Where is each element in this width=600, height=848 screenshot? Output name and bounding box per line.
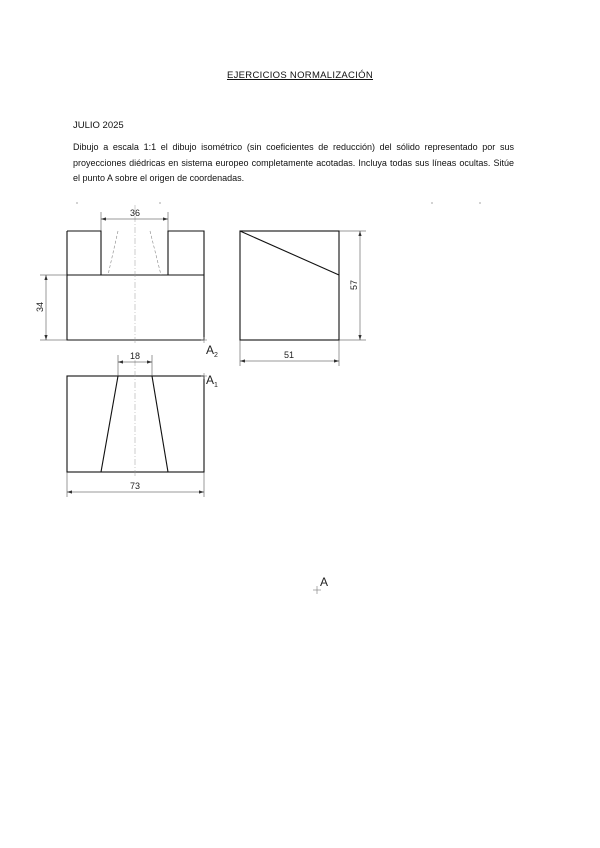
- side-view: [240, 231, 339, 340]
- dimension-side-width: [240, 340, 339, 366]
- origin-point-label: A: [320, 575, 329, 589]
- dimension-label-36: 36: [129, 208, 141, 218]
- point-a1-index: 1: [214, 382, 218, 389]
- point-a2-index: 2: [214, 352, 218, 359]
- scan-marks: [76, 202, 480, 203]
- dimension-front-slot: [101, 208, 168, 231]
- dimension-label-18: 18: [129, 351, 141, 361]
- dimension-label-57: 57: [349, 279, 359, 291]
- dimension-side-height: [339, 231, 366, 340]
- front-view: [67, 205, 204, 345]
- page-title: EJERCICIOS NORMALIZACIÓN: [226, 70, 374, 81]
- point-a1-letter: A: [206, 373, 215, 387]
- dimension-label-51: 51: [283, 350, 295, 360]
- point-a2: [201, 337, 218, 359]
- point-a2-letter: A: [206, 343, 215, 357]
- top-view: [67, 360, 204, 478]
- origin-point-a: [313, 575, 328, 594]
- dimension-label-73: 73: [129, 481, 141, 491]
- dimension-front-height: [35, 275, 67, 340]
- dimension-label-34: 34: [35, 301, 45, 313]
- exercise-date: JULIO 2025: [73, 120, 124, 131]
- exercise-statement: Dibujo a escala 1:1 el dibujo isométrico (sin coeficientes de reducción) del sólido representado por sus proyecciones diédricas en sistema europeo completamente acotadas. Incluya todas sus líneas ocultas. Sitúe el punto A sobre el origen de coordenadas.: [73, 142, 514, 183]
- dimension-top-width: [67, 472, 204, 497]
